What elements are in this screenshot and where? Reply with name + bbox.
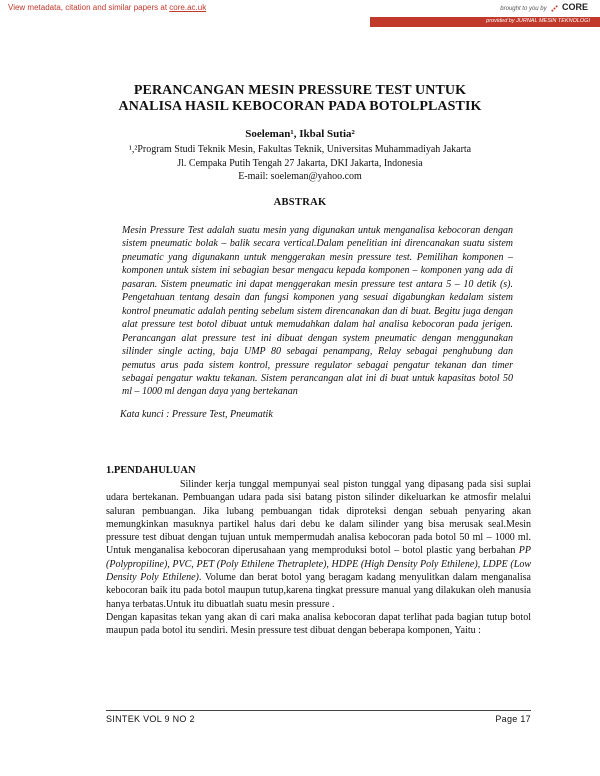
intro-paragraph-1-materials: PP (Polypropiline), PVC, PET (Poly Ethilene Thetraplete), HDPE (High Density Poly Ethilene), LDPE (Low Density Poly Ethilene) [106, 545, 531, 584]
core-logo-text: CORE [561, 2, 588, 12]
paper-title-line2: ANALISA HASIL KEBOCORAN PADA BOTOLPLASTIK [118, 99, 482, 114]
core-metadata-label: View metadata, citation and similar papers at [8, 3, 170, 12]
paper-title [0, 83, 600, 115]
intro-body [106, 478, 531, 638]
affiliation-line1: ¹,²Program Studi Teknik Mesin, Fakultas Teknik, Universitas Muhammadiyah Jakarta [128, 144, 472, 155]
intro-paragraph-1-b: . Volume dan berat botol yang beragam kadang menyulitkan dalam menganalisa kebocoran baik itu pada botol maupun tutup,karena tingkat pressure manual yang dilakukan oleh manusia hanya terbatas.Untuk itu dibuatlah suatu mesin pressure . [106, 572, 531, 610]
core-provided-by[interactable]: provided by JURNAL MESIN TEKNOLOGI [486, 18, 590, 24]
core-logo-icon [551, 5, 558, 12]
paper-authors: Soeleman¹, Ikbal Sutia² [245, 128, 355, 140]
abstract-text: Mesin Pressure Test adalah suatu mesin yang digunakan untuk menganalisa kebocoran dengan sistem pneumatic bolak – balik secara vertical.Dalam penelitian ini direncanakan suatu sistem pneumatic yang digunakann untuk menggerakan mesin pressure test. Pemilihan komponen – komponen untuk sistem ini sebagian besar mengacu kepada komponen – komponen yang ada di pasaran. Sistem pneumatic ini dapat menggerakan mesin pressure test antara 5 – 10 detik (s). Pengetahuan tentang desain dan fungsi komponen yang sesuai digabungkan kedalam sistem kontrol pneumatic adalah penting sebelum sistem direncanakan dan di buat. Begitu juga dengan alat pressure test botol dibuat untuk memudahkan dalam hal analisa kebocoran pada jerigen. Perancangan alat pressure test ini dibuat dengan system pneumatic dengan menggunakan silinder single acting, baja UMP 80 sebagai penampang, Relay sebagai penghubung dan pemutus arus pada sistem kontrol, pressure regulator sebagai pengatur tekanan dan timer sebagai pengatur waktu tekanan. Sistem perancangan alat ini di buat untuk kapasitas botol 50 ml – 1000 ml dengan daya yang bertekanan [122, 225, 513, 398]
abstract-heading: ABSTRAK [273, 197, 327, 208]
intro-paragraph-1 [106, 478, 531, 611]
footer-rule [106, 710, 531, 711]
core-link[interactable]: core.ac.uk [169, 3, 207, 12]
intro-paragraph-2: Dengan kapasitas tekan yang akan di cari maka analisa kebocoran dapat terlihat pada bagian tutup botol maupun pada botol itu sendiri. Mesin pressure test dibuat dengan beberapa komponen, Yaitu : [106, 611, 531, 637]
footer-page-number: Page 17 [495, 714, 531, 724]
core-brought-by-label: brought to you by [500, 6, 547, 12]
paper-title-line1: PERANCANGAN MESIN PRESSURE TEST UNTUK [133, 83, 467, 98]
section-heading-intro: 1.PENDAHULUAN [106, 465, 196, 476]
core-banner [0, 0, 600, 28]
affiliation-line2: Jl. Cempaka Putih Tengah 27 Jakarta, DKI Jakarta, Indonesia [177, 157, 423, 169]
core-metadata-text [8, 3, 206, 12]
intro-paragraph-1-a: Silinder kerja tunggal mempunyai seal piston tunggal yang dipasang pada sisi suplai udara bertekanan. Pembuangan udara pada sisi batang piston silinder dikeluarkan ke atmosfir melalui saluran pembuangan. Jika lubang pembuangan tidak diproteksi dengan sebuah penyaring akan memungkinkan masuknya partikel halus dari debu ke dalam silinder yang bisa merusak seal.Mesin pressure test dibuat dengan tujuan untuk mempermudah analisa kebocoran pada botol 50 ml – 1000 ml. Untuk menganalisa kebocoran diperusahaan yang memproduksi botol – botol plastic yang berbahan [106, 479, 531, 557]
core-provided-bar [370, 17, 600, 27]
core-banner-top [0, 0, 600, 16]
core-brought-by[interactable] [500, 2, 588, 12]
keywords: Kata kunci : Pressure Test, Pneumatik [120, 409, 273, 420]
affiliation-email: E-mail: soeleman@yahoo.com [238, 171, 362, 182]
paper-affiliation [0, 143, 600, 184]
footer-journal: SINTEK VOL 9 NO 2 [106, 714, 195, 724]
